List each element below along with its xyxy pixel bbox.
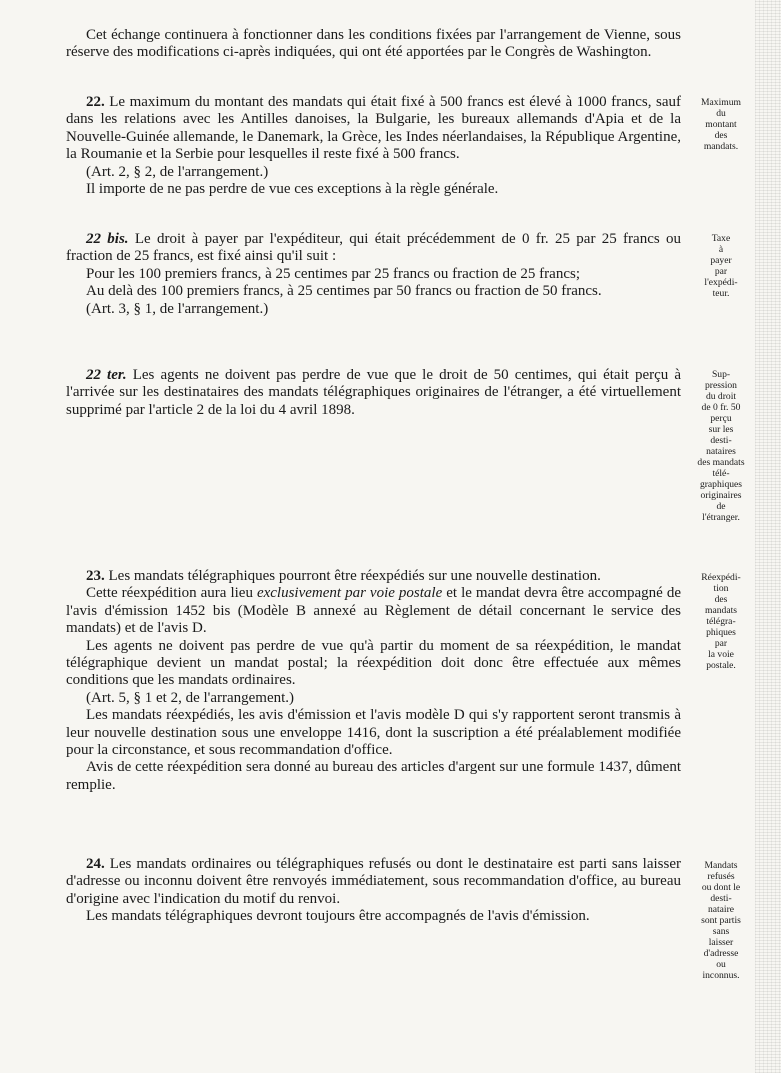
avis-paragraph: Les mandats télégraphiques devront toujours être accompagnés de l'avis d'émission. — [86, 908, 590, 925]
section-number: 22 bis. — [86, 231, 129, 247]
intro-paragraph: Cet échange continuera à fonctionner dans les conditions fixées par l'arrangement de Vienne, sous réserve des modifications ci-après indiquées, qui ont été apportées par le Congrès de Washington. — [66, 27, 681, 61]
tariff-line-1: Pour les 100 premiers francs, à 25 centimes par 25 francs ou fraction de 25 francs; — [86, 265, 580, 282]
section-text: Les agents ne doivent pas perdre de vue que le droit de 50 centimes, qui était perçu à l'arrivée sur les destinataires des mandats télégraphiques originaires de l'étranger, a été virtuellement supprimé par l'article 2 de la loi du 4 avril 1898. — [66, 367, 681, 418]
article-reference: (Art. 2, § 2, de l'arrangement.) — [86, 163, 269, 180]
transmission-paragraph: Les mandats réexpédiés, les avis d'émission et l'avis modèle D qui s'y rapportent seront transmis à leur nouvelle destination sous une enveloppe 1416, dont la suscription a été préalablement modifiée pour la circonstance, et sous recommandation d'office. — [66, 707, 681, 759]
margin-note-maximum: Maximum du montant des mandats. — [701, 97, 741, 152]
tariff-line-2: Au delà des 100 premiers francs, à 25 centimes par 50 francs ou fraction de 50 francs. — [86, 283, 602, 300]
margin-note-reexpedition: Réexpédi- tion des mandats télégra- phiques par la voie postale. — [701, 572, 741, 671]
article-reference: (Art. 3, § 1, de l'arrangement.) — [86, 300, 269, 317]
section-text: Le maximum du montant des mandats qui était fixé à 500 francs est élevé à 1000 francs, sauf dans les relations avec les Antilles danoises, la Bulgarie, les bureaux allemands d'Apia et de la Nouvelle-Guinée allemande, le Danemark, la Grèce, les Indes néerlandaises, la République Argentine, la Roumanie et la Serbie pour lesquelles il reste fixé à 500 francs. — [66, 94, 681, 163]
reexpedition-paragraph: Cette réexpédition aura lieu exclusivement par voie postale et le mandat devra être accompagné de l'avis d'émission 1452 bis (Modèle B annexé au Règlement de détail concernant le service des mandats) et de l'avis D. — [66, 585, 681, 637]
section-text: Les mandats télégraphiques pourront être réexpédiés sur une nouvelle destination. — [108, 568, 601, 584]
margin-note-mandats-refuses: Mandats refusés ou dont le desti- nataire sont partis sans laisser d'adresse ou inconnus. — [701, 860, 741, 981]
section-number: 22. — [86, 94, 105, 110]
article-reference: (Art. 5, § 1 et 2, de l'arrangement.) — [86, 689, 295, 706]
margin-note-taxe: Taxe à payer par l'expédi- teur. — [704, 233, 738, 299]
section-22-ter — [66, 367, 681, 419]
margin-note-suppression: Sup- pression du droit de 0 fr. 50 perçu sur les desti- nataires des mandats télé- graphiques originaires de l'étranger. — [697, 369, 745, 523]
section-number: 24. — [86, 856, 105, 872]
avis-paragraph: Avis de cette réexpédition sera donné au bureau des articles d'argent sur une formule 1437, dûment remplie. — [66, 759, 681, 793]
section-number: 23. — [86, 568, 105, 584]
intro-block — [66, 27, 681, 62]
page-edge-texture — [755, 0, 781, 1073]
emphasis: exclusivement par voie postale — [256, 585, 443, 602]
section-22-bis — [66, 231, 681, 318]
section-24 — [66, 856, 681, 926]
section-text: Les mandats ordinaires ou télégraphiques refusés ou dont le destinataire est parti sans laisser d'adresse ou inconnu doivent être renvoyés immédiatement, sous recommandation d'office, au bureau d'origine avec l'indication du motif du renvoi. — [66, 856, 682, 907]
section-23 — [66, 568, 681, 794]
section-note: Il importe de ne pas perdre de vue ces exceptions à la règle générale. — [86, 181, 499, 198]
section-text: Le droit à payer par l'expéditeur, qui était précédemment de 0 fr. 25 par 25 francs ou fraction de 25 francs, est fixé ainsi qu'il suit : — [66, 231, 681, 265]
section-number: 22 ter. — [86, 367, 127, 383]
agents-paragraph: Les agents ne doivent pas perdre de vue qu'à partir du moment de sa réexpédition, le mandat télégraphique devient un mandat postal; la réexpédition doit donc être effectuée aux mêmes conditions que les mandats ordinaires. — [66, 637, 681, 689]
section-22 — [66, 94, 681, 198]
